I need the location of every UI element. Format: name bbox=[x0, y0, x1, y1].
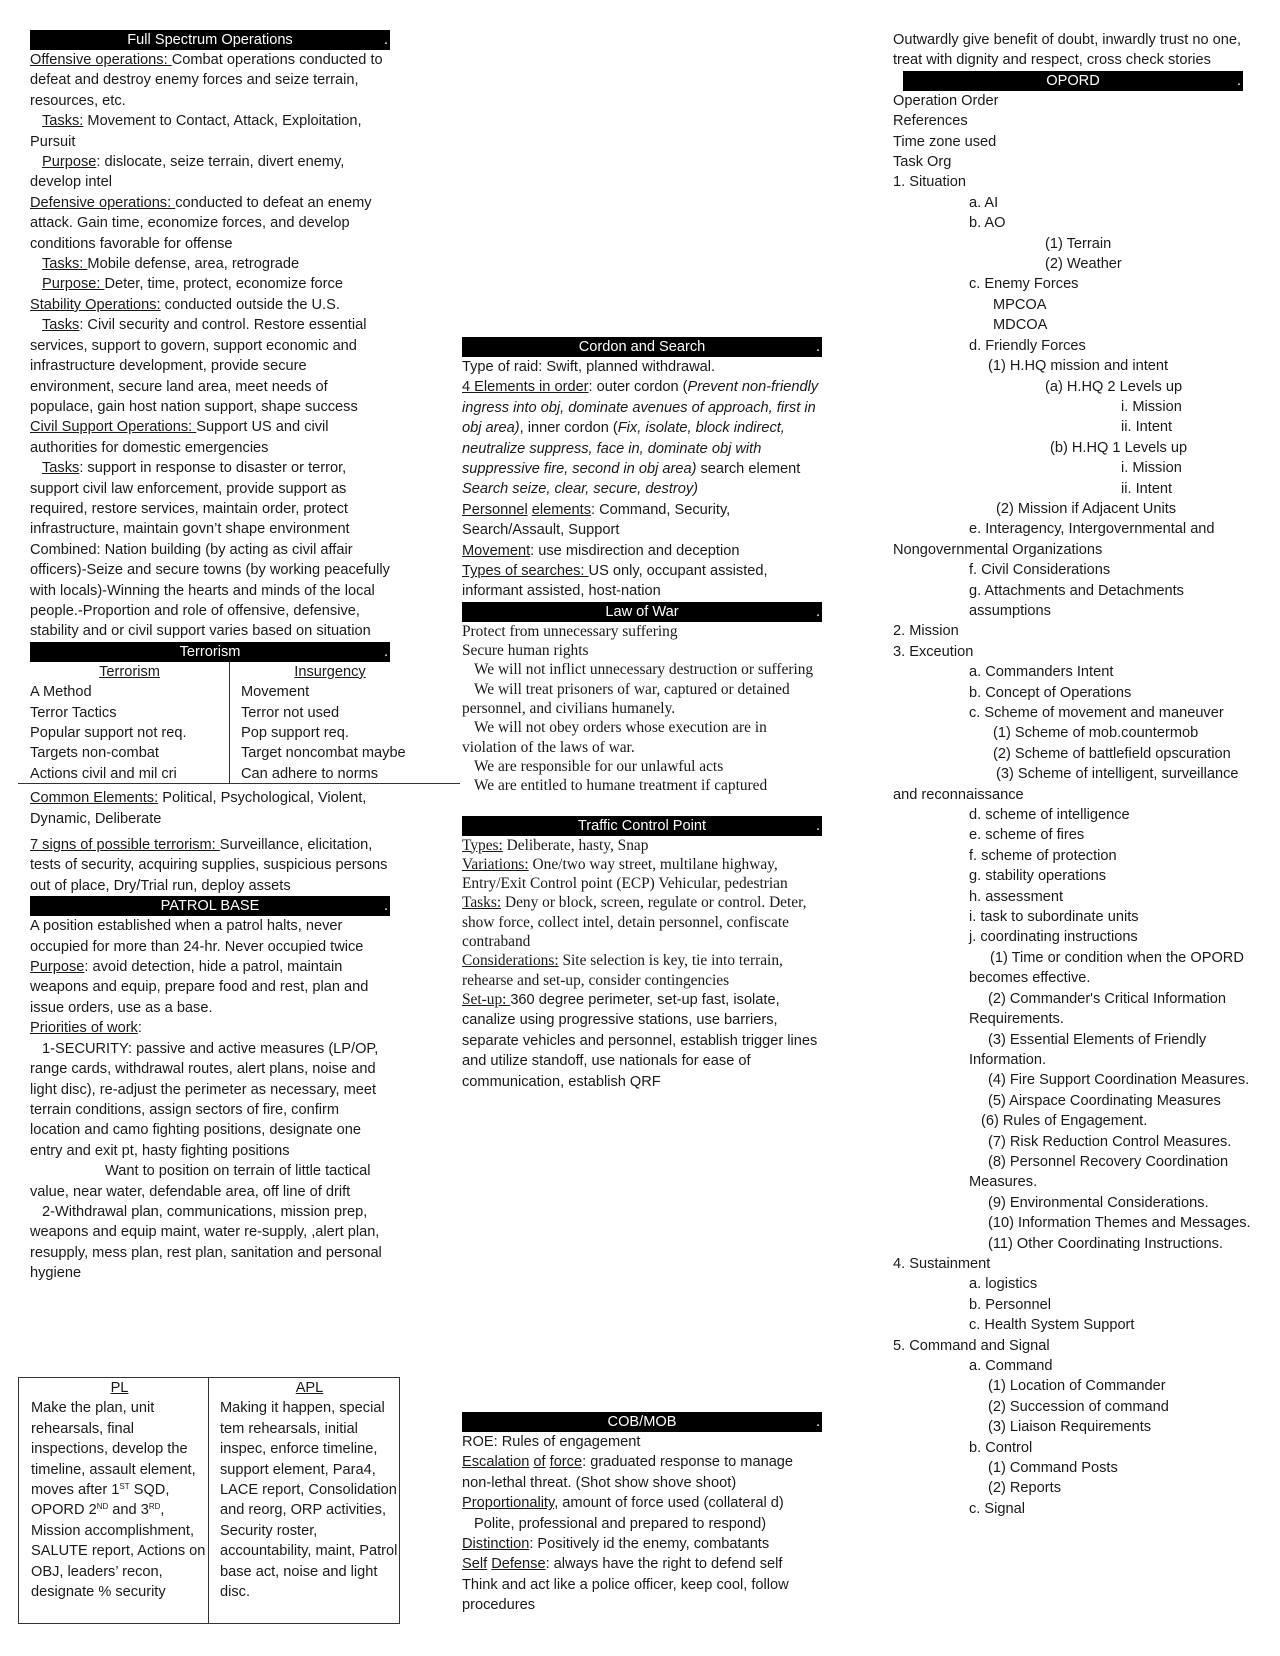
common-elements bbox=[30, 788, 390, 829]
tcp-setup bbox=[462, 990, 822, 1092]
text: : outer cordon ( bbox=[588, 379, 688, 396]
cell: Can adhere to norms bbox=[241, 765, 379, 782]
cell: Targets non-combat bbox=[19, 743, 230, 763]
header-text: PATROL BASE bbox=[160, 898, 260, 915]
text: , inner cordon ( bbox=[519, 420, 618, 437]
text: : Civil security and control. Restore essential services, support to govern, support economic and infrastructure development, provide secure environment, secure land area, meet needs of populace, gain host nation support, shape success bbox=[30, 317, 367, 415]
tcp-variations bbox=[462, 855, 822, 894]
text: 360 degree perimeter, set-up fast, isolate, canalize using progressive stations, use barriers, separate vehicles and personnel, establish trigger lines and utilize standoff, use nationals for ease of communication, establish QRF bbox=[462, 991, 818, 1090]
label: Personnel bbox=[462, 501, 528, 518]
opord-line: a. logistics bbox=[969, 1276, 1038, 1293]
opord-line: c. Scheme of movement and maneuver bbox=[969, 705, 1224, 721]
opord-line: j. coordinating instructions bbox=[969, 929, 1138, 946]
opord-line: (a) H.HQ 2 Levels up bbox=[1045, 378, 1183, 395]
opord-line: (3) Essential Elements of Friendly Information. bbox=[969, 1031, 1207, 1068]
cell: Terror not used bbox=[241, 704, 340, 721]
opord-line: i. Mission bbox=[1121, 460, 1182, 477]
column-left bbox=[30, 30, 406, 1284]
opord-line: (3) Scheme of intelligent, surveillance and reconnaissance bbox=[893, 766, 1239, 803]
label: Movement bbox=[462, 542, 531, 559]
table-row bbox=[19, 764, 419, 784]
section-header-patrol-base bbox=[30, 896, 390, 916]
text: : graduated response to manage non-lethal threat. (Shot show shove shoot) bbox=[462, 1454, 794, 1491]
text: Movement to Contact, Attack, Exploitation, Pursuit bbox=[30, 113, 362, 150]
opord-line: (2) Weather bbox=[1045, 256, 1122, 273]
cell: Terror Tactics bbox=[19, 703, 230, 723]
text: Deter, time, protect, economize force bbox=[104, 276, 343, 293]
opord-line: (10) Information Themes and Messages. bbox=[988, 1215, 1251, 1232]
label: 4 Elements in order bbox=[462, 379, 589, 396]
terrain-note: Want to position on terrain of little tactical value, near water, defendable area, off line of drift bbox=[30, 1163, 371, 1200]
header-dot: . bbox=[383, 32, 388, 48]
combined-text: Combined: Nation building (by acting as civil affair officers)-Seize and secure towns (by working peacefully with locals)-Winning the hearts and minds of the local people.-Proportion and role of offensive, defensive, stability and or civil support varies based on situation bbox=[30, 541, 390, 640]
text: Make the plan, unit rehearsals, final inspections, develop the timeline, assault element, moves after 1 bbox=[31, 1400, 196, 1499]
opord-line: (7) Risk Reduction Control Measures. bbox=[988, 1133, 1232, 1150]
label: Priorities of work bbox=[30, 1020, 138, 1037]
section-header-cob-mob bbox=[462, 1412, 822, 1432]
pl-apl-table bbox=[18, 1377, 400, 1624]
opord-line: (1) Scheme of mob.countermob bbox=[993, 725, 1199, 742]
text: US only, occupant assisted, informant assisted, host-nation bbox=[462, 563, 768, 600]
label: force bbox=[549, 1454, 583, 1471]
label: Purpose: bbox=[42, 276, 105, 293]
opord-line: (3) Liaison Requirements bbox=[988, 1419, 1152, 1436]
opord-line: h. assessment bbox=[969, 888, 1064, 905]
opord-line: e. scheme of fires bbox=[969, 827, 1085, 844]
opord-line: Time zone used bbox=[893, 133, 997, 150]
text: and 3 bbox=[108, 1502, 149, 1519]
label: of bbox=[533, 1454, 546, 1471]
header-dot: . bbox=[815, 603, 820, 620]
text: Combat operations conducted to defeat and destroy enemy forces and seize terrain, resources, etc. bbox=[30, 52, 383, 109]
label: Stability Operations: bbox=[30, 296, 161, 313]
offensive-operations bbox=[30, 50, 390, 111]
label: 7 signs of possible terrorism: bbox=[30, 837, 220, 854]
defensive-purpose bbox=[30, 274, 390, 294]
opord-line: b. Control bbox=[969, 1439, 1033, 1456]
label: Tasks: bbox=[462, 894, 502, 912]
superscript: ND bbox=[96, 1502, 109, 1512]
roe: ROE: Rules of engagement bbox=[462, 1434, 641, 1450]
table-bottom-rule bbox=[18, 783, 460, 784]
cell: Actions civil and mil cri bbox=[19, 764, 230, 784]
text: : dislocate, seize terrain, divert enemy, develop intel bbox=[30, 154, 345, 191]
section-header-terrorism bbox=[30, 642, 390, 662]
text: Mobile defense, area, retrograde bbox=[87, 256, 300, 273]
header-dot: . bbox=[815, 1414, 820, 1430]
opord-line: (11) Other Coordinating Instructions. bbox=[988, 1235, 1223, 1252]
opord-line: g. Attachments and Detachments bbox=[969, 582, 1184, 599]
text: : avoid detection, hide a patrol, maintain weapons and equip, prepare food and rest, plan and issue orders, use as a base. bbox=[30, 959, 369, 1016]
opord-line: (1) Terrain bbox=[1045, 235, 1112, 252]
column-heading-terrorism: Terrorism bbox=[99, 663, 160, 680]
cell: Popular support not req. bbox=[19, 723, 230, 743]
opord-line: a. Command bbox=[969, 1358, 1053, 1374]
label: Civil Support Operations: bbox=[30, 419, 197, 436]
text: Deny or block, screen, regulate or control. Deter, show force, collect intel, detain personnel, confiscate contraband bbox=[462, 894, 807, 951]
opord-line: (2) Scheme of battlefield opscuration bbox=[993, 745, 1231, 762]
patrol-base-purpose bbox=[30, 957, 390, 1018]
header-text: Law of War bbox=[605, 603, 679, 620]
superscript: RD bbox=[148, 1502, 161, 1512]
text: : use misdirection and deception bbox=[530, 542, 740, 559]
opord-line: MDCOA bbox=[993, 317, 1048, 334]
text: : Positively id the enemy, combatants bbox=[529, 1536, 770, 1553]
column-heading-pl: PL bbox=[110, 1380, 129, 1396]
header-text: Cordon and Search bbox=[578, 339, 706, 355]
opord-line: f. scheme of protection bbox=[969, 847, 1117, 864]
table-row bbox=[19, 682, 419, 702]
opord-paragraph-2: 2. Mission bbox=[893, 623, 959, 640]
opord-paragraph-1: 1. Situation bbox=[893, 174, 967, 191]
police-officer: Think and act like a police officer, keep cool, follow procedures bbox=[462, 1576, 789, 1614]
seven-signs bbox=[30, 835, 390, 896]
four-elements bbox=[462, 377, 822, 499]
text: conducted outside the U.S. bbox=[160, 296, 340, 313]
opord-paragraph-5: 5. Command and Signal bbox=[893, 1337, 1050, 1354]
opord-line: (1) H.HQ mission and intent bbox=[988, 358, 1169, 375]
opord-line: (b) H.HQ 1 Levels up bbox=[1050, 439, 1188, 456]
priority-1-security: 1-SECURITY: passive and active measures (LP/OP, range cards, withdrawal routes, alert plans, noise and light disc), re-adjust the perimeter as necessary, meet terrain conditions, assign sectors of fire, confirm location and camo fighting positions, designate one entry and exit pt, hasty fighting positions bbox=[30, 1040, 379, 1159]
label: Proportionality bbox=[462, 1495, 555, 1512]
cell: Pop support req. bbox=[241, 725, 349, 741]
opord-line: (2) Reports bbox=[988, 1480, 1061, 1497]
opord-line: (1) Command Posts bbox=[988, 1460, 1118, 1477]
opord-line: i. task to subordinate units bbox=[969, 909, 1139, 926]
opord-line: (1) Location of Commander bbox=[988, 1378, 1166, 1395]
types-of-searches bbox=[462, 561, 822, 602]
table-row bbox=[19, 703, 419, 723]
proportionality bbox=[462, 1493, 822, 1513]
label: Tasks: bbox=[42, 256, 88, 273]
header-dot: . bbox=[815, 817, 820, 834]
label: Considerations: bbox=[462, 952, 559, 970]
label: Offensive operations: bbox=[30, 52, 172, 68]
opord-line: (2) Commander's Critical Information Requirements. bbox=[969, 990, 1226, 1028]
apl-column bbox=[209, 1378, 399, 1623]
opord-line: (9) Environmental Considerations. bbox=[988, 1194, 1209, 1211]
tcp-types bbox=[462, 836, 822, 855]
text: Deliberate, hasty, Snap bbox=[502, 836, 649, 854]
label: Defense bbox=[491, 1556, 546, 1573]
opord-line: g. stability operations bbox=[969, 868, 1107, 885]
opord-line: (5) Airspace Coordinating Measures bbox=[988, 1092, 1221, 1109]
label: Self bbox=[462, 1556, 488, 1573]
table-row bbox=[19, 723, 419, 743]
column-middle bbox=[462, 337, 822, 1092]
polite: Polite, professional and prepared to respond) bbox=[474, 1515, 767, 1532]
label: Purpose bbox=[30, 959, 85, 976]
opord-line: (4) Fire Support Coordination Measures. bbox=[988, 1072, 1250, 1089]
table-row bbox=[19, 743, 419, 763]
tcp-considerations bbox=[462, 951, 822, 990]
civil-support-operations bbox=[30, 417, 390, 458]
opord-line: ii. Intent bbox=[1121, 419, 1173, 436]
opord-line: (2) Mission if Adjacent Units bbox=[996, 500, 1177, 517]
self-defense bbox=[462, 1554, 822, 1574]
label: Common Elements: bbox=[30, 790, 159, 807]
text: , amount of force used (collateral d) bbox=[554, 1495, 784, 1512]
text: , Mission accomplishment, SALUTE report, Actions on OBJ, leaders’ recon, designate % security bbox=[31, 1502, 206, 1601]
offensive-purpose bbox=[30, 152, 390, 193]
header-dot: . bbox=[383, 643, 388, 660]
opord-line: (2) Succession of command bbox=[988, 1398, 1169, 1415]
label: Distinction bbox=[462, 1536, 530, 1553]
offensive-tasks bbox=[30, 111, 390, 152]
label: elements bbox=[531, 501, 591, 518]
stability-tasks bbox=[30, 315, 390, 417]
text: search element bbox=[696, 461, 801, 478]
label: Purpose bbox=[42, 154, 97, 171]
opord-line: c. Health System Support bbox=[969, 1317, 1135, 1334]
personnel-elements bbox=[462, 500, 822, 541]
column-right bbox=[893, 30, 1253, 1519]
law-rule: We will treat prisoners of war, captured or detained personnel, and civilians humanely. bbox=[462, 680, 790, 718]
opord-line: d. scheme of intelligence bbox=[969, 807, 1130, 824]
priority-2: 2-Withdrawal plan, communications, mission prep, weapons and equip maint, water re-supply, ,alert plan, resupply, mess plan, rest plan, sanitation and personal hygiene bbox=[30, 1203, 382, 1282]
opord-line: e. Interagency, Intergovernmental and Nongovernmental Organizations bbox=[893, 521, 1215, 558]
law-line: Secure human rights bbox=[462, 642, 589, 660]
superscript: ST bbox=[119, 1482, 130, 1492]
cell: A Method bbox=[19, 682, 230, 702]
text-italic: Search seize, clear, secure, destroy) bbox=[462, 481, 699, 498]
label: Defensive operations: bbox=[30, 194, 176, 211]
law-rule: We will not obey orders whose execution are in violation of the laws of war. bbox=[462, 719, 767, 756]
label: Tasks: bbox=[42, 113, 84, 130]
defensive-operations bbox=[30, 193, 390, 254]
text: : support in response to disaster or terror, support civil law enforcement, provide support as required, restore services, maintain order, protect infrastructure, maintain govn’t shape environment bbox=[30, 460, 350, 538]
label: Types of searches: bbox=[462, 563, 589, 580]
opord-line: Operation Order bbox=[893, 92, 999, 109]
apl-duties: Making it happen, special tem rehearsals, initial inspec, enforce timeline, support element, Para4, LACE report, Consolidation and reorg, ORP activities, Security roster, accountability, maint, Patrol base act, noise and light disc. bbox=[220, 1400, 398, 1601]
tcp-tasks bbox=[462, 893, 822, 951]
text: : Command, Security, Search/Assault, Support bbox=[462, 501, 731, 539]
opord-line: b. Concept of Operations bbox=[969, 684, 1132, 701]
cell: Target noncombat maybe bbox=[241, 745, 406, 762]
text: SQD, OPORD 2 bbox=[31, 1482, 170, 1519]
opord-line: b. AO bbox=[969, 215, 1006, 232]
defensive-tasks bbox=[30, 254, 390, 274]
text-italic: Prevent non-friendly ingress into obj, dominate avenues of approach, first in obj area) bbox=[462, 379, 819, 437]
section-header-opord bbox=[903, 71, 1243, 91]
law-rule: We are responsible for our unlawful acts bbox=[474, 757, 724, 775]
opord-line: (6) Rules of Engagement. bbox=[981, 1113, 1148, 1130]
opord-line: a. AI bbox=[969, 194, 999, 211]
opord-line: MPCOA bbox=[993, 296, 1047, 313]
header-text: Traffic Control Point bbox=[577, 817, 707, 834]
opord-paragraph-3: 3. Exceution bbox=[893, 643, 974, 660]
opord-paragraph-4: 4. Sustainment bbox=[893, 1255, 991, 1272]
opord-line: i. Mission bbox=[1121, 398, 1182, 415]
label: Tasks bbox=[42, 317, 80, 334]
text: Support US and civil authorities for domestic emergencies bbox=[30, 419, 329, 456]
patrol-base-intro: A position established when a patrol halts, never occupied for more than 24-hr. Never occupied twice bbox=[30, 918, 364, 955]
opord-line: (8) Personnel Recovery Coordination Measures. bbox=[969, 1153, 1229, 1191]
section-header-cordon-and-search bbox=[462, 337, 822, 357]
column-heading-insurgency: Insurgency bbox=[294, 663, 366, 680]
label: Set-up: bbox=[462, 990, 511, 1008]
header-dot: . bbox=[815, 339, 820, 355]
text: Site selection is key, tie into terrain, rehearse and set-up, consider contingencies bbox=[462, 952, 783, 989]
opord-line: References bbox=[893, 113, 968, 130]
law-rule: We will not inflict unnecessary destruction or suffering bbox=[474, 661, 814, 679]
law-line: Protect from unnecessary suffering bbox=[462, 622, 678, 640]
opord-line: ii. Intent bbox=[1121, 480, 1173, 497]
text: Surveillance, elicitation, tests of security, acquiring supplies, suspicious persons out of place, Dry/Trial run, deploy assets bbox=[30, 837, 388, 894]
header-dot: . bbox=[1236, 72, 1241, 89]
law-rule: We are entitled to humane treatment if captured bbox=[474, 777, 768, 795]
law-of-war-body bbox=[462, 622, 822, 796]
column-middle-cob-mob bbox=[462, 1412, 822, 1616]
text: : bbox=[137, 1020, 142, 1037]
escalation-of-force bbox=[462, 1452, 822, 1493]
civil-tasks bbox=[30, 458, 390, 540]
opord-line: b. Personnel bbox=[969, 1296, 1051, 1313]
label: Variations: bbox=[462, 855, 529, 873]
outwardly-note: Outwardly give benefit of doubt, inwardly trust no one, treat with dignity and respect, cross check stories bbox=[893, 32, 1242, 69]
opord-line: Task Org bbox=[893, 154, 952, 171]
opord-line: c. Enemy Forces bbox=[969, 276, 1079, 293]
text: conducted to defeat an enemy attack. Gain time, economize forces, and develop conditions favorable for offense bbox=[30, 194, 372, 252]
label: Escalation bbox=[462, 1454, 530, 1471]
header-text: COB/MOB bbox=[607, 1414, 677, 1430]
column-heading-apl: APL bbox=[295, 1380, 324, 1396]
section-header-full-spectrum-operations bbox=[30, 30, 390, 50]
tcp-body bbox=[462, 836, 822, 990]
pl-duties bbox=[31, 1398, 208, 1602]
section-header-traffic-control-point bbox=[462, 816, 822, 836]
terrorism-vs-insurgency-table bbox=[19, 662, 419, 784]
priorities-of-work bbox=[30, 1018, 390, 1038]
header-dot: . bbox=[383, 898, 388, 915]
section-header-law-of-war bbox=[462, 602, 822, 622]
opord-line: a. Commanders Intent bbox=[969, 664, 1114, 681]
label: Tasks bbox=[42, 460, 80, 477]
text: One/two way street, multilane highway, Entry/Exit Control point (ECP) Vehicular, pedestrian bbox=[462, 855, 788, 893]
table-header-row bbox=[19, 662, 419, 682]
movement bbox=[462, 541, 822, 561]
type-of-raid: Type of raid: Swift, planned withdrawal. bbox=[462, 359, 716, 375]
header-text: Terrorism bbox=[179, 643, 241, 660]
text: Political, Psychological, Violent, Dynamic, Deliberate bbox=[30, 790, 367, 827]
text-italic: Fix, isolate, block indirect, neutralize suppress, face in, dominate obj with suppressive fire, second in obj area) bbox=[462, 420, 785, 478]
label: Types: bbox=[462, 836, 503, 854]
opord-line: d. Friendly Forces bbox=[969, 337, 1086, 354]
distinction bbox=[462, 1534, 822, 1554]
opord-line: assumptions bbox=[969, 602, 1051, 619]
header-text: OPORD bbox=[1046, 72, 1100, 89]
cell: Movement bbox=[241, 684, 310, 701]
opord-line: (1) Time or condition when the OPORD becomes effective. bbox=[969, 949, 1244, 987]
pl-column bbox=[19, 1378, 209, 1623]
header-text: Full Spectrum Operations bbox=[127, 32, 293, 48]
text: : always have the right to defend self bbox=[545, 1556, 783, 1573]
stability-operations bbox=[30, 295, 390, 315]
opord-line: f. Civil Considerations bbox=[969, 562, 1111, 579]
opord-line: c. Signal bbox=[969, 1500, 1025, 1517]
